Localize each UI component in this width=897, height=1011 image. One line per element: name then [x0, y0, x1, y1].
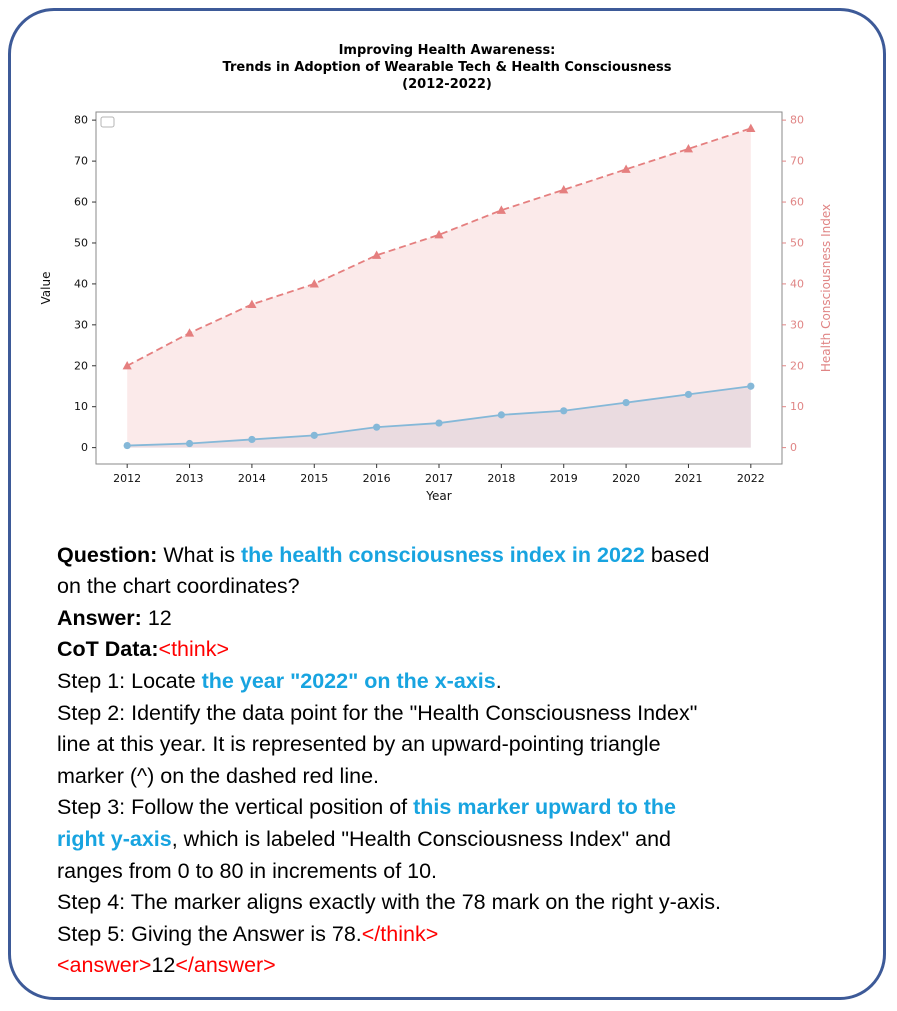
qa-line	[57, 887, 843, 919]
circle-marker	[747, 382, 754, 389]
left-tick-label: 70	[74, 154, 88, 168]
qa-line	[57, 540, 843, 572]
circle-marker	[311, 431, 318, 438]
qa-segment-plain: , which is labeled "Health Consciousness Index" and	[171, 827, 672, 852]
qa-segment-blue: this marker upward to the	[413, 795, 676, 820]
qa-line	[57, 856, 843, 888]
qa-segment-bold: CoT Data:	[57, 637, 159, 662]
left-axis-label: Value	[39, 271, 53, 305]
qa-line	[57, 950, 843, 982]
qa-segment-red: </answer>	[175, 953, 276, 978]
qa-segment-blue: the health consciousness index in 2022	[240, 542, 645, 567]
circle-marker	[560, 407, 567, 414]
qa-segment-red: <answer>	[57, 953, 152, 978]
left-tick-label: 30	[74, 318, 88, 332]
x-tick-label: 2013	[175, 471, 204, 485]
chart-title-line-2: Trends in Adoption of Wearable Tech & Health Consciousness	[222, 59, 672, 75]
qa-line	[57, 666, 843, 698]
right-tick-label: 70	[790, 154, 804, 168]
left-tick-label: 20	[74, 358, 88, 372]
qa-segment-blue: right y-axis	[57, 827, 172, 852]
qa-segment-plain: Step 3: Follow the vertical position of	[57, 795, 414, 820]
right-tick-label: 50	[790, 236, 804, 250]
qa-segment-plain: 12	[151, 953, 176, 978]
chart-svg	[32, 98, 862, 530]
x-axis-label: Year	[426, 488, 452, 503]
left-tick-label: 60	[74, 195, 88, 209]
x-tick-label: 2019	[549, 471, 578, 485]
qa-segment-plain: 12	[147, 605, 172, 630]
right-axis-label: Health Consciousness Index	[819, 203, 833, 372]
right-tick-label: 60	[790, 195, 804, 209]
qa-line	[57, 792, 843, 824]
left-tick-label: 50	[74, 236, 88, 250]
qa-line	[57, 919, 843, 951]
left-tick-label: 0	[81, 440, 88, 454]
qa-segment-plain: .	[495, 669, 502, 694]
x-tick-label: 2021	[674, 471, 703, 485]
qa-line	[57, 729, 843, 761]
left-tick-label: 80	[74, 113, 88, 127]
right-tick-label: 0	[790, 440, 797, 454]
circle-marker	[498, 411, 505, 418]
qa-segment-plain: on the chart coordinates?	[57, 574, 300, 599]
x-tick-label: 2012	[113, 471, 142, 485]
qa-segment-plain: line at this year. It is represented by an upward-pointing triangle	[57, 732, 661, 757]
x-tick-label: 2014	[237, 471, 266, 485]
qa-segment-plain: ranges from 0 to 80 in increments of 10.	[57, 858, 438, 883]
qa-segment-plain: based	[644, 542, 710, 567]
qa-line	[57, 603, 843, 635]
x-tick-label: 2022	[736, 471, 765, 485]
qa-segment-blue: the year "2022" on the x-axis	[201, 669, 496, 694]
chart-title-line-3: (2012-2022)	[402, 76, 492, 92]
qa-text	[11, 530, 883, 982]
right-tick-label: 30	[790, 318, 804, 332]
right-tick-label: 40	[790, 277, 804, 291]
right-tick-label: 20	[790, 358, 804, 372]
card	[8, 8, 886, 1000]
circle-marker	[435, 419, 442, 426]
circle-marker	[685, 390, 692, 397]
legend-box	[101, 117, 114, 127]
qa-line	[57, 698, 843, 730]
qa-segment-red: </think>	[361, 921, 439, 946]
qa-segment-plain: Step 2: Identify the data point for the "Health Consciousness Index"	[57, 700, 698, 725]
x-tick-label: 2015	[300, 471, 329, 485]
qa-line	[57, 824, 843, 856]
qa-segment-bold: Answer:	[57, 605, 148, 630]
x-tick-label: 2016	[362, 471, 391, 485]
circle-marker	[373, 423, 380, 430]
x-tick-label: 2018	[487, 471, 516, 485]
qa-segment-plain: Step 4: The marker aligns exactly with the 78 mark on the right y-axis.	[57, 890, 722, 915]
circle-marker	[248, 436, 255, 443]
left-tick-label: 40	[74, 277, 88, 291]
qa-line	[57, 634, 843, 666]
x-tick-label: 2020	[612, 471, 641, 485]
qa-segment-bold: Question:	[57, 542, 164, 567]
qa-segment-plain: marker (^) on the dashed red line.	[57, 763, 379, 788]
right-tick-label: 10	[790, 399, 804, 413]
right-tick-label: 80	[790, 113, 804, 127]
qa-segment-red: <think>	[158, 637, 230, 662]
circle-marker	[124, 442, 131, 449]
series-fill	[127, 128, 751, 447]
chart-title	[11, 43, 883, 94]
chart-title-line-1: Improving Health Awareness:	[338, 43, 556, 58]
chart	[11, 43, 883, 530]
left-tick-label: 10	[74, 399, 88, 413]
qa-segment-plain: Step 1: Locate	[57, 669, 202, 694]
qa-segment-plain: What is	[163, 542, 241, 567]
qa-segment-plain: Step 5: Giving the Answer is 78.	[57, 921, 362, 946]
circle-marker	[186, 440, 193, 447]
qa-line	[57, 571, 843, 603]
circle-marker	[622, 399, 629, 406]
x-tick-label: 2017	[425, 471, 453, 485]
triangle-marker	[746, 123, 755, 131]
qa-line	[57, 761, 843, 793]
